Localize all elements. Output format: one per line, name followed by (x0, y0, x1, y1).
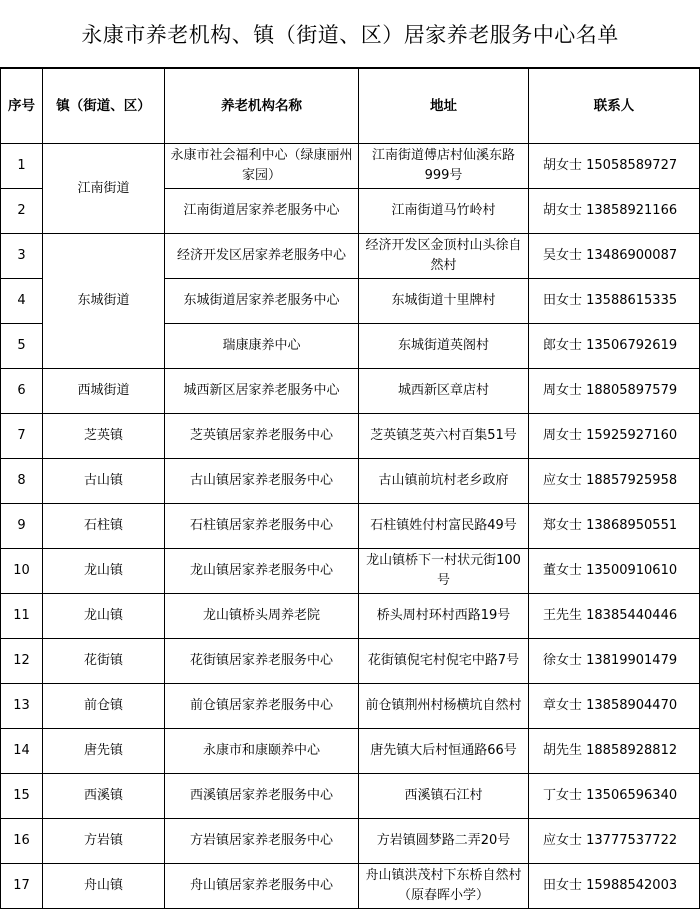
cell-no: 8 (1, 459, 43, 504)
cell-addr: 唐先镇大后村恒通路66号 (359, 729, 529, 774)
cell-org: 芝英镇居家养老服务中心 (165, 414, 359, 459)
table-row (1, 369, 700, 414)
table-row (1, 729, 700, 774)
cell-contact: 周女士 15925927160 (529, 414, 700, 459)
cell-contact: 吴女士 13486900087 (529, 234, 700, 279)
cell-no: 6 (1, 369, 43, 414)
cell-no: 1 (1, 144, 43, 189)
header-contact: 联系人 (529, 68, 700, 144)
table-row (1, 684, 700, 729)
cell-no: 13 (1, 684, 43, 729)
cell-addr: 芝英镇芝英六村百集51号 (359, 414, 529, 459)
table-row (1, 594, 700, 639)
cell-no: 10 (1, 549, 43, 594)
table-row (1, 819, 700, 864)
cell-addr: 东城街道英阁村 (359, 324, 529, 369)
cell-no: 16 (1, 819, 43, 864)
cell-addr: 桥头周村环村西路19号 (359, 594, 529, 639)
cell-town: 芝英镇 (43, 414, 165, 459)
cell-contact: 胡先生 18858928812 (529, 729, 700, 774)
cell-org: 永康市和康颐养中心 (165, 729, 359, 774)
cell-addr: 江南街道傅店村仙溪东路999号 (359, 144, 529, 189)
cell-no: 2 (1, 189, 43, 234)
cell-org: 方岩镇居家养老服务中心 (165, 819, 359, 864)
cell-contact: 田女士 15988542003 (529, 864, 700, 909)
cell-addr: 前仓镇荆州村杨横坑自然村 (359, 684, 529, 729)
cell-town: 龙山镇 (43, 594, 165, 639)
cell-org: 瑞康康养中心 (165, 324, 359, 369)
cell-addr: 古山镇前坑村老乡政府 (359, 459, 529, 504)
cell-no: 17 (1, 864, 43, 909)
table-row (1, 144, 700, 189)
table-row (1, 549, 700, 594)
cell-town: 西城街道 (43, 369, 165, 414)
table-row (1, 414, 700, 459)
table-header-row (1, 68, 700, 144)
cell-org: 花街镇居家养老服务中心 (165, 639, 359, 684)
cell-contact: 周女士 18805897579 (529, 369, 700, 414)
cell-addr: 城西新区章店村 (359, 369, 529, 414)
cell-addr: 江南街道马竹岭村 (359, 189, 529, 234)
table-row (1, 459, 700, 504)
cell-town: 唐先镇 (43, 729, 165, 774)
cell-org: 石柱镇居家养老服务中心 (165, 504, 359, 549)
cell-contact: 章女士 13858904470 (529, 684, 700, 729)
cell-contact: 田女士 13588615335 (529, 279, 700, 324)
cell-org: 龙山镇居家养老服务中心 (165, 549, 359, 594)
cell-org: 古山镇居家养老服务中心 (165, 459, 359, 504)
cell-addr: 石柱镇姓付村富民路49号 (359, 504, 529, 549)
cell-no: 14 (1, 729, 43, 774)
cell-org: 龙山镇桥头周养老院 (165, 594, 359, 639)
header-org: 养老机构名称 (165, 68, 359, 144)
cell-org: 江南街道居家养老服务中心 (165, 189, 359, 234)
cell-contact: 应女士 18857925958 (529, 459, 700, 504)
care-center-table (0, 67, 700, 909)
table-row (1, 234, 700, 279)
cell-addr: 龙山镇桥下一村状元街100号 (359, 549, 529, 594)
cell-town: 东城街道 (43, 234, 165, 369)
cell-org: 城西新区居家养老服务中心 (165, 369, 359, 414)
cell-no: 3 (1, 234, 43, 279)
cell-town: 西溪镇 (43, 774, 165, 819)
cell-no: 9 (1, 504, 43, 549)
header-no: 序号 (1, 68, 43, 144)
cell-org: 西溪镇居家养老服务中心 (165, 774, 359, 819)
cell-addr: 花街镇倪宅村倪宅中路7号 (359, 639, 529, 684)
cell-addr: 西溪镇石江村 (359, 774, 529, 819)
cell-addr: 舟山镇洪茂村下东桥自然村（原春晖小学） (359, 864, 529, 909)
cell-addr: 方岩镇圆梦路二弄20号 (359, 819, 529, 864)
cell-org: 舟山镇居家养老服务中心 (165, 864, 359, 909)
cell-no: 7 (1, 414, 43, 459)
cell-contact: 丁女士 13506596340 (529, 774, 700, 819)
cell-no: 5 (1, 324, 43, 369)
cell-contact: 胡女士 15058589727 (529, 144, 700, 189)
cell-contact: 郎女士 13506792619 (529, 324, 700, 369)
cell-org: 永康市社会福利中心（绿康丽州家园） (165, 144, 359, 189)
cell-org: 东城街道居家养老服务中心 (165, 279, 359, 324)
cell-org: 经济开发区居家养老服务中心 (165, 234, 359, 279)
header-town: 镇（街道、区） (43, 68, 165, 144)
cell-town: 石柱镇 (43, 504, 165, 549)
cell-contact: 应女士 13777537722 (529, 819, 700, 864)
table-row (1, 639, 700, 684)
table-row (1, 864, 700, 909)
cell-no: 15 (1, 774, 43, 819)
cell-contact: 王先生 18385440446 (529, 594, 700, 639)
cell-town: 江南街道 (43, 144, 165, 234)
cell-addr: 经济开发区金顶村山头徐自然村 (359, 234, 529, 279)
cell-contact: 胡女士 13858921166 (529, 189, 700, 234)
cell-no: 12 (1, 639, 43, 684)
cell-town: 龙山镇 (43, 549, 165, 594)
cell-no: 11 (1, 594, 43, 639)
cell-org: 前仓镇居家养老服务中心 (165, 684, 359, 729)
cell-no: 4 (1, 279, 43, 324)
cell-town: 前仓镇 (43, 684, 165, 729)
cell-town: 古山镇 (43, 459, 165, 504)
cell-addr: 东城街道十里牌村 (359, 279, 529, 324)
cell-contact: 董女士 13500910610 (529, 549, 700, 594)
cell-contact: 徐女士 13819901479 (529, 639, 700, 684)
cell-town: 方岩镇 (43, 819, 165, 864)
table-row (1, 504, 700, 549)
page-title: 永康市养老机构、镇（街道、区）居家养老服务中心名单 (81, 23, 619, 47)
cell-town: 舟山镇 (43, 864, 165, 909)
header-addr: 地址 (359, 68, 529, 144)
table-row (1, 774, 700, 819)
cell-contact: 郑女士 13868950551 (529, 504, 700, 549)
cell-town: 花街镇 (43, 639, 165, 684)
